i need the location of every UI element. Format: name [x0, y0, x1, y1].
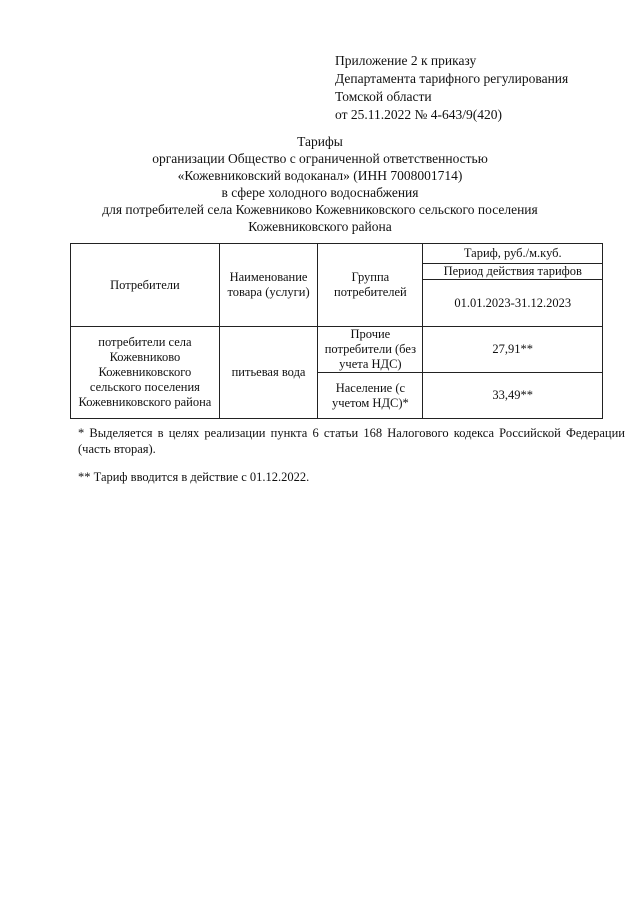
title-line-6: Кожевниковского района: [248, 219, 392, 234]
group-cell-population: Население (с учетом НДС)*: [318, 373, 423, 419]
title-line-5: для потребителей села Кожевниково Кожевниковского сельского поселения: [102, 202, 538, 217]
footnotes: [78, 425, 625, 485]
header-tariff: Тариф, руб./м.куб.: [423, 244, 603, 264]
annex-line-2: Департамента тарифного регулирования: [335, 71, 569, 86]
header-product: Наименование товара (услуги): [219, 244, 317, 327]
header-period-label: Период действия тарифов: [423, 264, 603, 280]
consumers-cell: потребители села Кожевниково Кожевниковского сельского поселения Кожевниковского района: [71, 327, 220, 419]
title-line-4: в сфере холодного водоснабжения: [221, 185, 419, 200]
annex-header: [335, 52, 568, 124]
header-group: Группа потребителей: [318, 244, 423, 327]
title-line-1: Тарифы: [297, 134, 343, 149]
annex-line-1: Приложение 2 к приказу: [335, 53, 477, 68]
header-period: 01.01.2023-31.12.2023: [423, 280, 603, 327]
title-line-3: «Кожевниковский водоканал» (ИНН 7008001714): [177, 168, 463, 183]
header-consumers: Потребители: [71, 244, 220, 327]
document-title: [0, 133, 640, 235]
footnote-1: * Выделяется в целях реализации пункта 6 статьи 168 Налогового кодекса Российской Федерации (часть вторая).: [78, 426, 625, 456]
product-cell: питьевая вода: [219, 327, 317, 419]
group-cell-other: Прочие потребители (без учета НДС): [318, 327, 423, 373]
title-line-2: организации Общество с ограниченной ответственностью: [152, 151, 488, 166]
tariff-table: [70, 243, 603, 419]
tariff-value-population: 33,49**: [423, 373, 603, 419]
footnote-2: ** Тариф вводится в действие с 01.12.2022.: [78, 470, 310, 484]
tariff-value-other: 27,91**: [423, 327, 603, 373]
annex-line-4: от 25.11.2022 № 4-643/9(420): [335, 107, 502, 122]
annex-line-3: Томской области: [335, 89, 432, 104]
